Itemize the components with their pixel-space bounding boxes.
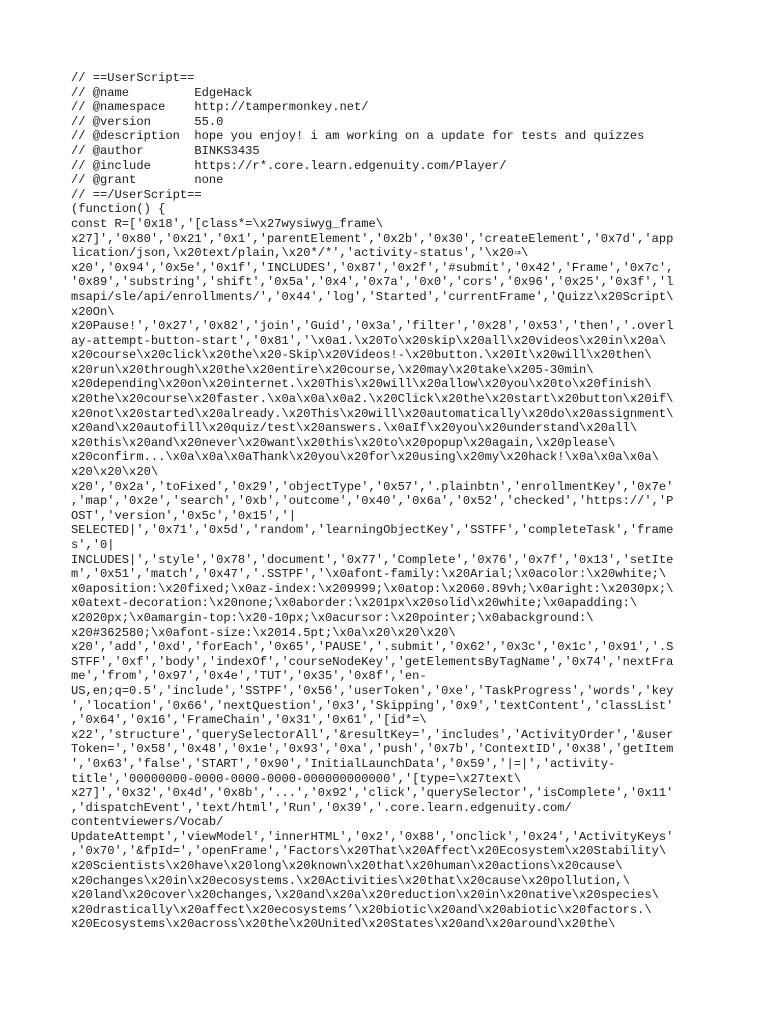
code-line: ','0x63','false','START','0x90','InitialLaunchData','0x59','|=|','activity- [71,756,616,771]
code-line: '0x89','substring','shift','0x5a','0x4','0x7a','0x0','cors','0x96','0x25','0x3f','l [71,275,674,290]
code-line: x20Scientists\x20have\x20long\x20known\x20that\x20human\x20actions\x20cause\ [71,859,623,874]
code-line: ,'dispatchEvent','text/html','Run','0x39','.core.learn.edgenuity.com/ [71,800,572,815]
code-line: x20land\x20cover\x20changes,\x20and\x20a\x20reduction\x20in\x20native\x20species\ [71,888,659,903]
code-line: US,en;q=0.5','include','SSTPF','0x56','userToken','0xe','TaskProgress','words','key [71,683,674,698]
code-line: ','location','0x66','nextQuestion','0x3','Skipping','0x9','textContent','classList' [71,698,674,713]
code-line: (function() { [71,202,166,217]
code-line: // ==/UserScript== [71,187,202,202]
code-line: x20\x20\x20\ [71,465,159,480]
code-line: ,'0x70','&fpId=','openFrame','Factors\x20That\x20Affect\x20Ecosystem\x20Stability\ [71,844,667,859]
code-line: x20drastically\x20affect\x20ecosystems’\x20biotic\x20and\x20abiotic\x20factors.\ [71,902,652,917]
userscript-code-listing [71,71,711,932]
code-line: x20confirm...\x0a\x0a\x0aThank\x20you\x20for\x20using\x20my\x20hack!\x0a\x0a\x0a\ [71,450,659,465]
code-line: // @version 55.0 [71,114,224,129]
code-line: x20','add','0xd','forEach','0x65','PAUSE','.submit','0x62','0x3c','0x1c','0x91','.S [71,640,674,655]
code-line: ,'map','0x2e','search','0xb','outcome','0x40','0x6a','0x52','checked','https://','P [71,494,674,509]
code-line: m','0x51','match','0x47','.SSTPF','\x0afont-family:\x20Arial;\x0acolor:\x20white;\ [71,567,667,582]
code-line: x20the\x20course\x20faster.\x0a\x0a\x0a2.\x20Click\x20the\x20start\x20button\x20if\ [71,392,674,407]
code-line: title','00000000-0000-0000-0000-000000000000','[type=\x27text\ [71,771,521,786]
code-line: OST','version','0x5c','0x15','| [71,508,296,523]
code-line: INCLUDES|','style','0x78','document','0x77','Complete','0x76','0x7f','0x13','setIte [71,552,674,567]
code-line: contentviewers/Vocab/ [71,815,224,830]
code-line: x20changes\x20in\x20ecosystems.\x20Activities\x20that\x20cause\x20pollution,\ [71,873,630,888]
code-line: x20#362580;\x0afont-size:\x2014.5pt;\x0a\x20\x20\x20\ [71,625,456,640]
code-line: x20','0x94','0x5e','0x1f','INCLUDES','0x87','0x2f','#submit','0x42','Frame','0x7c', [71,260,674,275]
code-line: x0atext-decoration:\x20none;\x0aborder:\x201px\x20solid\x20white;\x0apadding:\ [71,596,638,611]
code-line: SELECTED|','0x71','0x5d','random','learningObjectKey','SSTFF','completeTask','frame [71,523,674,538]
code-line: x2020px;\x0amargin-top:\x20-10px;\x0acursor:\x20pointer;\x0abackground:\ [71,610,594,625]
code-line: x20course\x20click\x20the\x20-Skip\x20Videos!-\x20button.\x20It\x20will\x20then\ [71,348,652,363]
code-line: x0aposition:\x20fixed;\x0az-index:\x209999;\x0atop:\x2060.89vh;\x0aright:\x2030px;\ [71,581,674,596]
code-line: x20Pause!','0x27','0x82','join','Guid','0x3a','filter','0x28','0x53','then','.overl [71,319,674,334]
code-line: msapi/sle/api/enrollments/','0x44','log','Started','currentFrame','Quizz\x20Script\ [71,289,674,304]
code-line: x20not\x20started\x20already.\x20This\x20will\x20automatically\x20do\x20assignment\ [71,406,674,421]
code-line: STFF','0xf','body','indexOf','courseNodeKey','getElementsByTagName','0x74','nextFra [71,654,674,669]
code-line: x22','structure','querySelectorAll','&resultKey=','includes','ActivityOrder','&user [71,727,674,742]
code-line: x20and\x20autofill\x20quiz/test\x20answers.\x0aIf\x20you\x20understand\x20all\ [71,421,638,436]
code-line: x20depending\x20on\x20internet.\x20This\x20will\x20allow\x20you\x20to\x20finish\ [71,377,652,392]
code-line: // ==UserScript== [71,71,195,85]
code-line: // @namespace http://tampermonkey.net/ [71,100,369,115]
code-line: x20this\x20and\x20never\x20want\x20this\x20to\x20popup\x20again,\x20please\ [71,435,616,450]
code-line: me','from','0x97','0x4e','TUT','0x35','0x8f','en- [71,669,427,684]
code-line: ay-attempt-button-start','0x81','\x0a1.\x20To\x20skip\x20all\x20videos\x20in\x20a\ [71,333,667,348]
code-line: x27]','0x32','0x4d','0x8b','...','0x92','click','querySelector','isComplete','0x11' [71,786,674,801]
code-line: x27]','0x80','0x21','0x1','parentElement','0x2b','0x30','createElement','0x7d','app [71,231,674,246]
code-line: const R=['0x18','[class*=\x27wysiwyg_frame\ [71,216,384,231]
code-line: x20On\ [71,304,115,319]
code-line: // @description hope you enjoy! i am working on a update for tests and quizzes [71,129,645,144]
code-line: x20','0x2a','toFixed','0x29','objectType','0x57','.plainbtn','enrollmentKey','0x7e' [71,479,674,494]
code-line: // @grant none [71,173,224,188]
code-line: s','0| [71,538,115,552]
code-line: UpdateAttempt','viewModel','innerHTML','0x2','0x88','onclick','0x24','ActivityKeys' [71,829,674,844]
code-line: ,'0x64','0x16','FrameChain','0x31','0x61','[id*=\ [71,713,427,728]
code-line: lication/json,\x20text/plain,\x20*/*','activity-status','\x20⇒\ [71,246,529,261]
code-line: // @name EdgeHack [71,85,253,100]
code-line: // @author BINKS3435 [71,143,260,158]
code-line: x20run\x20through\x20the\x20entire\x20course,\x20may\x20take\x205-30min\ [71,362,594,377]
code-line: // @include https://r*.core.learn.edgenuity.com/Player/ [71,158,507,173]
code-line: x20Ecosystems\x20across\x20the\x20United\x20States\x20and\x20around\x20the\ [71,917,616,932]
code-line: Token=','0x58','0x48','0x1e','0x93','0xa','push','0x7b','ContextID','0x38','getItem [71,742,674,757]
